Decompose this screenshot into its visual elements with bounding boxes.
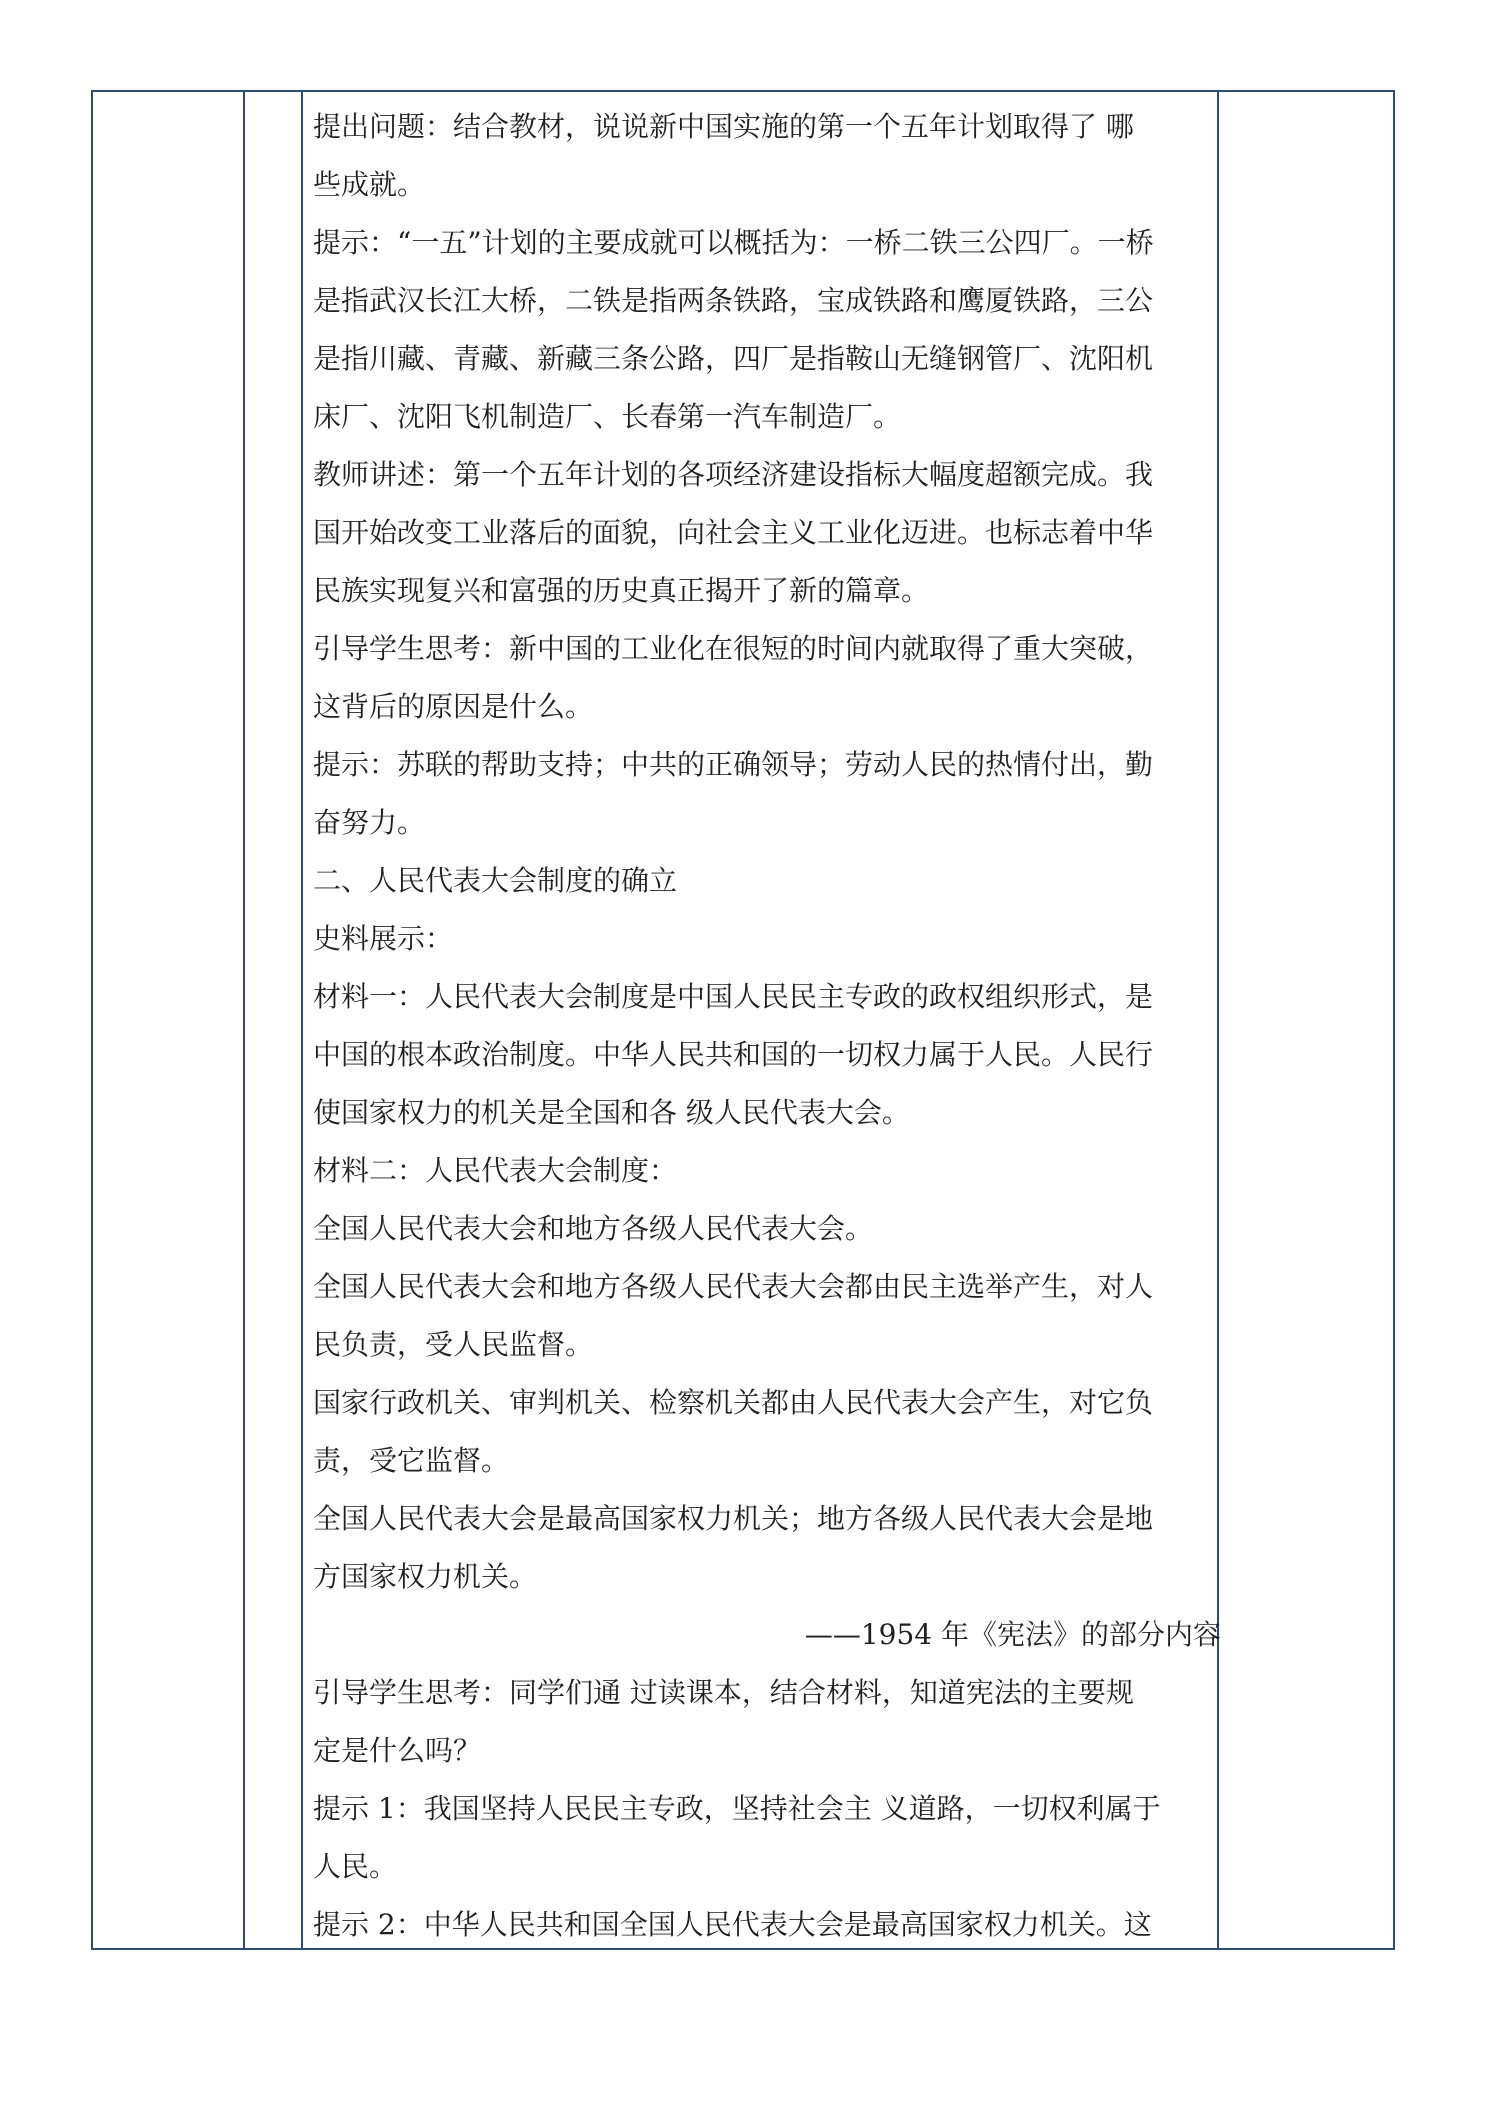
text-line: 材料二：人民代表大会制度： xyxy=(313,1154,678,1187)
text-line: 人民。 xyxy=(313,1850,398,1883)
column-divider xyxy=(301,92,303,1948)
text-line: 引导学生思考：同学们通 过读课本，结合材料，知道宪法的主要规 xyxy=(313,1676,1134,1709)
text-line: 床厂、沈阳飞机制造厂、长春第一汽车制造厂。 xyxy=(313,400,902,433)
text-line: 引导学生思考：新中国的工业化在很短的时间内就取得了重大突破， xyxy=(313,632,1154,665)
text-line: 国开始改变工业落后的面貌，向社会主义工业化迈进。也标志着中华 xyxy=(313,516,1154,549)
text-line: 民族实现复兴和富强的历史真正揭开了新的篇章。 xyxy=(313,574,930,607)
text-line: 使国家权力的机关是全国和各 级人民代表大会。 xyxy=(313,1096,910,1129)
text-line: 些成就。 xyxy=(313,168,426,201)
text-line: 奋努力。 xyxy=(313,806,426,839)
text-line: 定是什么吗？ xyxy=(313,1734,482,1767)
text-line: 教师讲述：第一个五年计划的各项经济建设指标大幅度超额完成。我 xyxy=(313,458,1154,491)
text-line: 全国人民代表大会和地方各级人民代表大会。 xyxy=(313,1212,874,1245)
text-line: 国家行政机关、审判机关、检察机关都由人民代表大会产生，对它负 xyxy=(313,1386,1154,1419)
text-line: 提示：“一五”计划的主要成就可以概括为：一桥二铁三公四厂。一桥 xyxy=(313,226,1154,259)
source-citation: ——1954 年《宪法》的部分内容 xyxy=(804,1618,1221,1651)
text-line: 民负责，受人民监督。 xyxy=(313,1328,594,1361)
text-line: 提示：苏联的帮助支持；中共的正确领导；劳动人民的热情付出，勤 xyxy=(313,748,1154,781)
text-line: 全国人民代表大会和地方各级人民代表大会都由民主选举产生，对人 xyxy=(313,1270,1154,1303)
text-line: 是指川藏、青藏、新藏三条公路，四厂是指鞍山无缝钢管厂、沈阳机 xyxy=(313,342,1154,375)
text-line: 中国的根本政治制度。中华人民共和国的一切权力属于人民。人民行 xyxy=(313,1038,1154,1071)
lesson-table xyxy=(91,90,1395,1950)
text-line: 全国人民代表大会是最高国家权力机关；地方各级人民代表大会是地 xyxy=(313,1502,1154,1535)
column-divider xyxy=(243,92,245,1948)
text-line: 材料一：人民代表大会制度是中国人民民主专政的政权组织形式，是 xyxy=(313,980,1154,1013)
text-line: 提示 1：我国坚持人民民主专政，坚持社会主 义道路，一切权利属于 xyxy=(313,1792,1161,1825)
text-line: 责，受它监督。 xyxy=(313,1444,510,1477)
text-line: 提出问题：结合教材，说说新中国实施的第一个五年计划取得了 哪 xyxy=(313,110,1134,143)
section-heading: 二、人民代表大会制度的确立 xyxy=(313,864,678,897)
text-line: 史料展示： xyxy=(313,922,454,955)
text-line: 这背后的原因是什么。 xyxy=(313,690,594,723)
text-line: 方国家权力机关。 xyxy=(313,1560,538,1593)
text-line: 是指武汉长江大桥，二铁是指两条铁路，宝成铁路和鹰厦铁路，三公 xyxy=(313,284,1154,317)
text-line: 提示 2：中华人民共和国全国人民代表大会是最高国家权力机关。这 xyxy=(313,1908,1152,1941)
lesson-content xyxy=(313,92,1221,1954)
